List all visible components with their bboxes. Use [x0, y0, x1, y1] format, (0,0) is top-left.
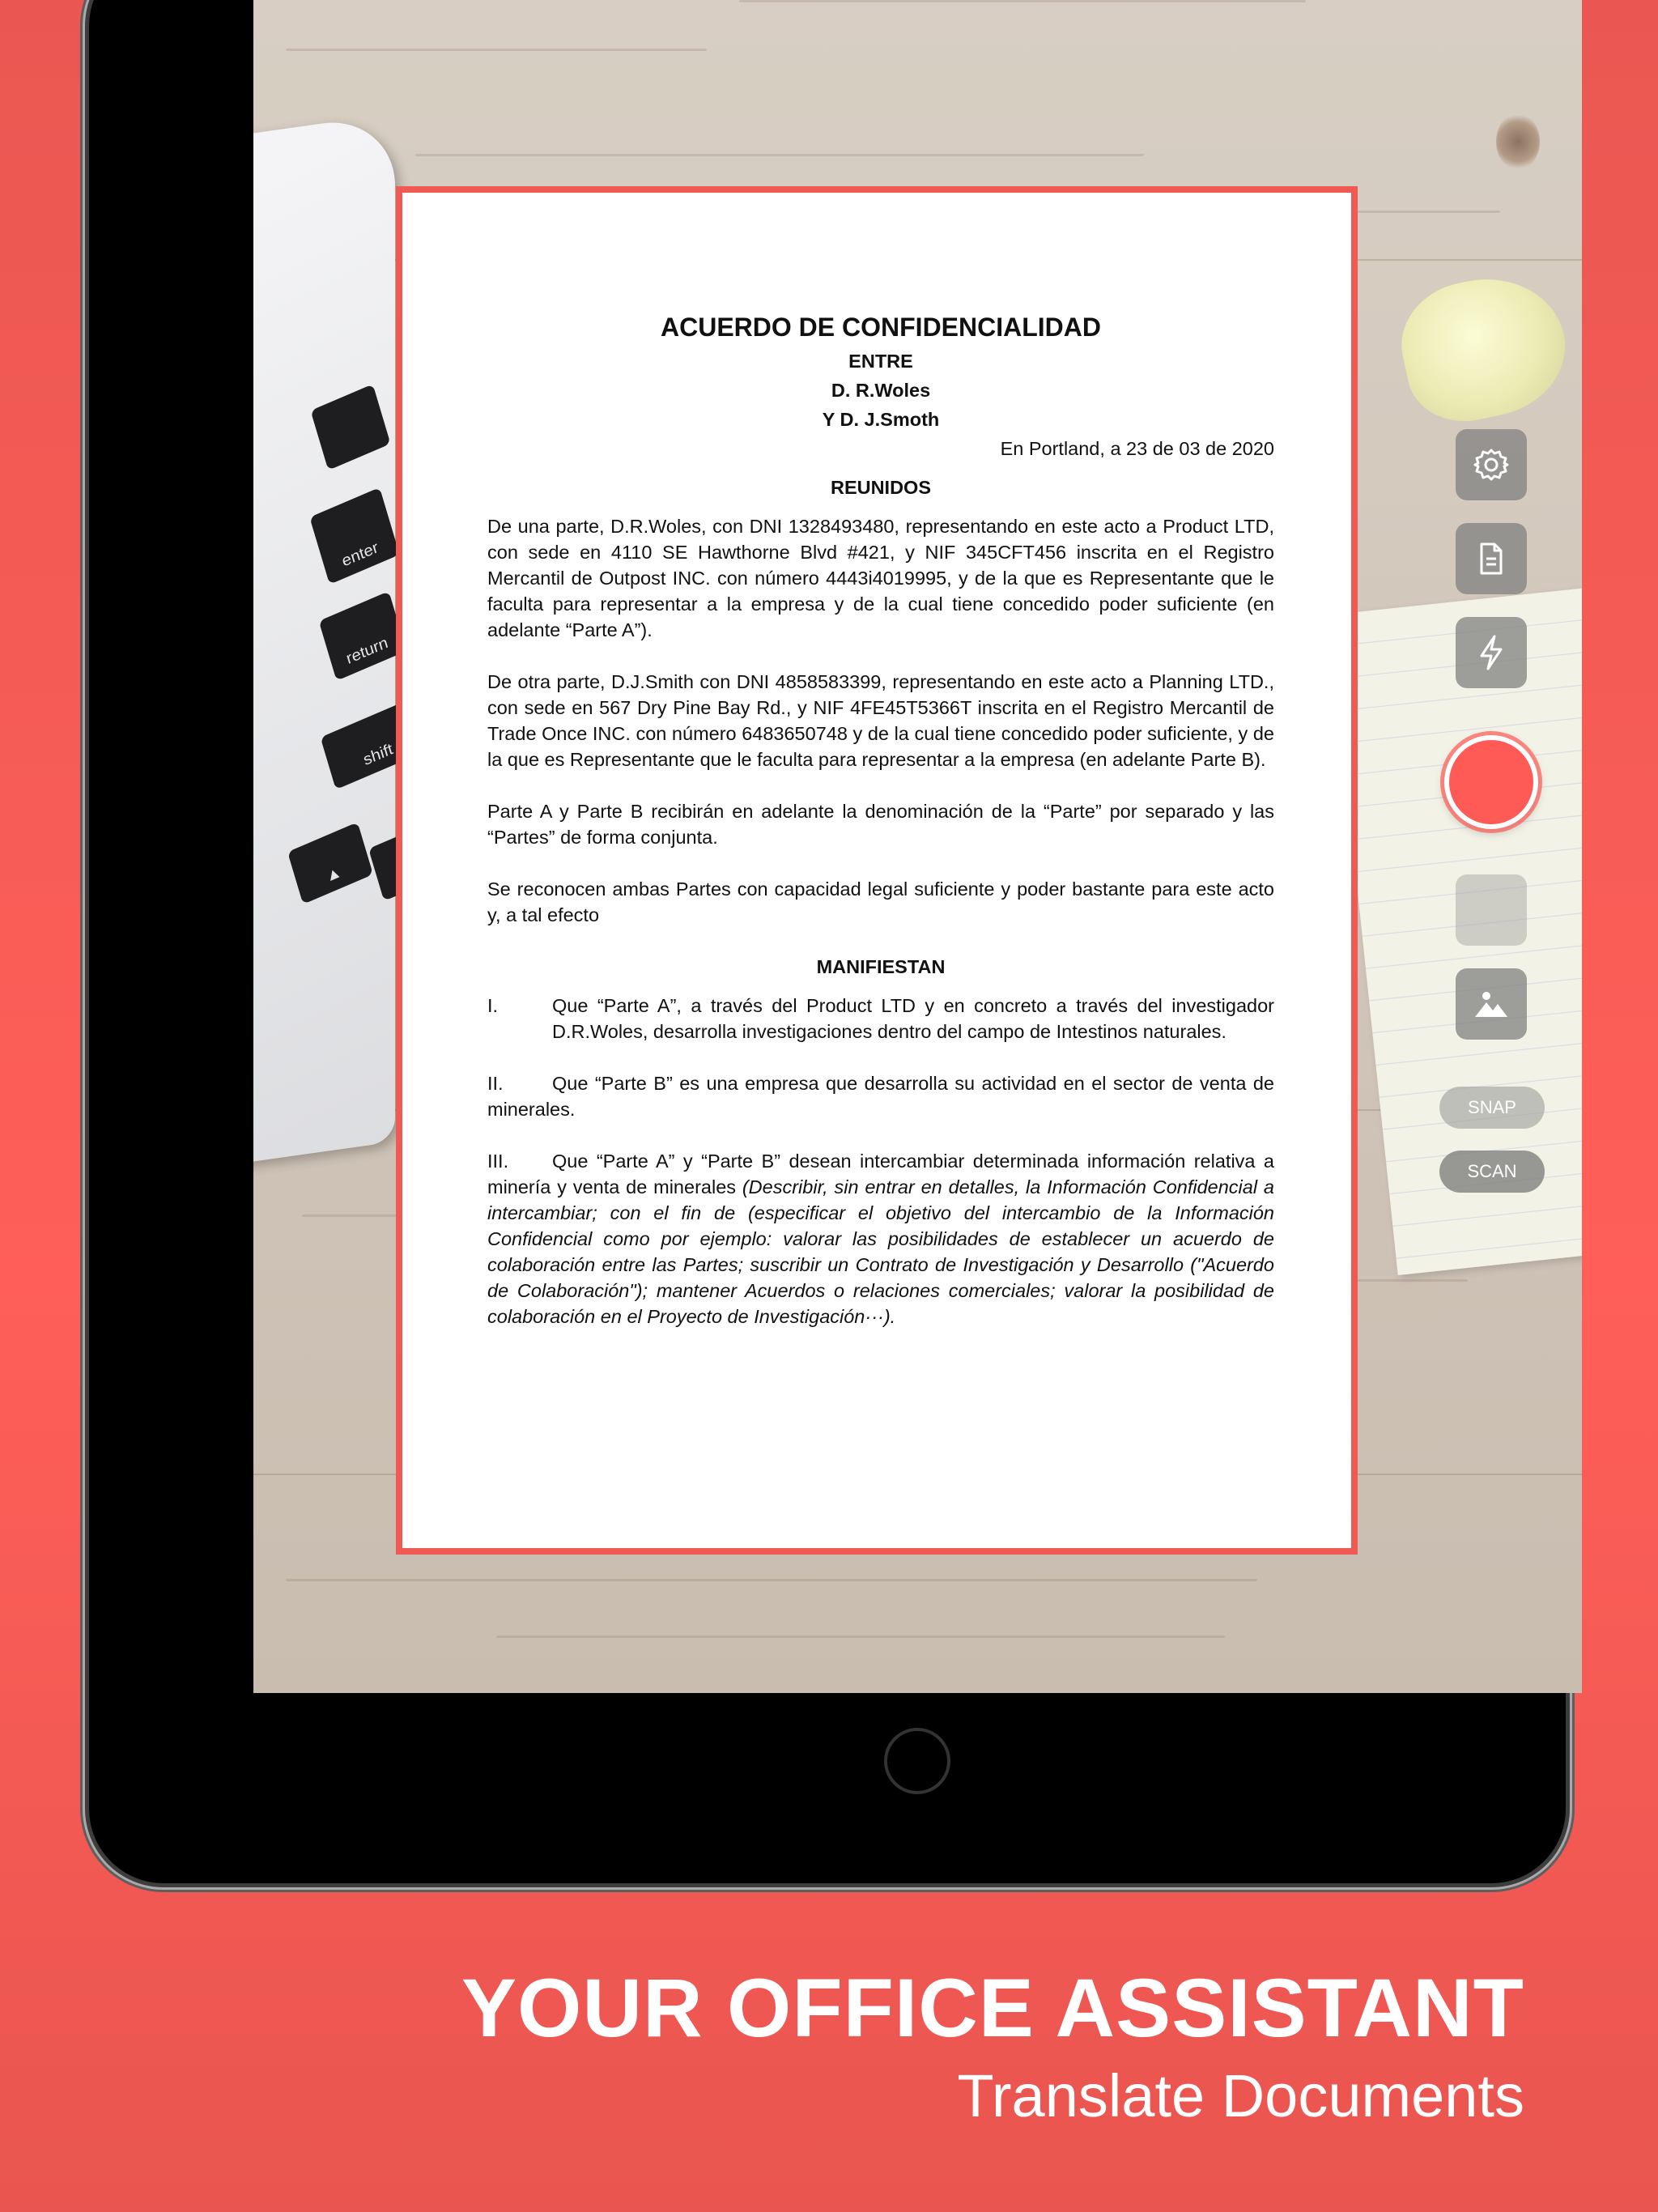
shutter-button[interactable] — [1444, 735, 1538, 829]
document-icon — [1472, 539, 1511, 578]
item-text: Que “Parte A” y “Parte B” desean intercambiar determinada información relativa a minería y venta de minerales — [487, 1151, 1274, 1197]
camera-screen — [253, 0, 1582, 1693]
item-text: Que “Parte A”, a través del Product LTD y en concreto a través del investigador D.R.Woles, desarrolla investigaciones dentro del campo de Intestinos naturales. — [552, 995, 1274, 1042]
item-number: III. — [487, 1151, 509, 1172]
tablet-device — [89, 0, 1566, 1883]
gallery-icon — [1472, 985, 1511, 1023]
document-party1: D. R.Woles — [831, 380, 931, 401]
flash-button[interactable] — [1456, 617, 1527, 688]
document-between: ENTRE — [848, 351, 913, 372]
item-italic-text: (Describir, sin entrar en detalles, la Información Confidencial a intercambiar; con el fin de (especificar el objetivo del intercambio de la Información Confidencial como por ejemplo: valorar las posibilidades de establecer un acuerdo de colaboración entre las Partes; suscribir un Contrato de Investigación y Desarrollo ("Acuerdo de Colaboración"); mantener Acuerdos o relaciones comerciales; valorar la posibilidad de colaboración en el Proyecto de Investigación···). — [487, 1176, 1274, 1327]
crumpled-paper — [1391, 264, 1578, 432]
settings-button[interactable] — [1456, 429, 1527, 500]
heading-manifiestan: MANIFIESTAN — [816, 956, 946, 977]
list-item — [487, 993, 1274, 1044]
last-capture-thumbnail[interactable] — [1456, 874, 1527, 946]
paragraph-capacidad: Se reconocen ambas Partes con capacidad legal suficiente y poder bastante para este acto y, a tal efecto — [487, 878, 1274, 925]
gear-icon — [1472, 445, 1511, 484]
scan-mode-label: SCAN — [1467, 1161, 1517, 1181]
paragraph-denominacion: Parte A y Parte B recibirán en adelante la denominación de la “Parte” por separado y las “Partes” de forma conjunta. — [487, 801, 1274, 848]
item-number: I. — [487, 995, 499, 1016]
document-mode-button[interactable] — [1456, 523, 1527, 594]
paragraph-party-b: De otra parte, D.J.Smith con DNI 4858583399, representando en este acto a Planning LTD., con sede en 567 Dry Pine Bay Rd., y NIF 4FE45T5366T inscrita en el Registro Mercantil de Trade Once INC. con número 6483650748 y de la cual tiene concedido poder suficiente, y de la que es Representante que le faculta para representar a la empresa (en adelante Parte B). — [487, 671, 1274, 770]
snap-mode-label: SNAP — [1468, 1097, 1516, 1117]
home-button[interactable] — [884, 1728, 950, 1794]
item-number: II. — [487, 1073, 504, 1094]
document-party2: Y D. J.Smoth — [822, 409, 940, 430]
list-item — [487, 1148, 1274, 1329]
document-title: ACUERDO DE CONFIDENCIALIDAD — [661, 313, 1101, 342]
flash-icon — [1472, 633, 1511, 672]
heading-reunidos: REUNIDOS — [830, 477, 932, 498]
snap-mode-button[interactable] — [1439, 1087, 1545, 1129]
promo-title: YOUR OFFICE ASSISTANT — [461, 1962, 1524, 2054]
scanned-document[interactable] — [396, 186, 1358, 1555]
list-item — [487, 1070, 1274, 1122]
gallery-button[interactable] — [1456, 968, 1527, 1040]
laptop-keyboard: enter return shift ▲ — [253, 113, 395, 1166]
scan-mode-button[interactable] — [1439, 1151, 1545, 1193]
promo-subtitle: Translate Documents — [957, 2062, 1524, 2129]
item-text: Que “Parte B” es una empresa que desarrolla su actividad en el sector de venta de minerales. — [487, 1073, 1274, 1120]
paragraph-party-a: De una parte, D.R.Woles, con DNI 1328493480, representando en este acto a Product LTD, con sede en 4110 SE Hawthorne Blvd #421, y NIF 345CFT456 inscrita en el Registro Mercantil de Outpost INC. con número 4443i4019995, y de la que es Representante que le faculta para representar a la empresa y de la cual tiene concedido poder suficiente (en adelante “Parte A”). — [487, 516, 1274, 640]
document-date: En Portland, a 23 de 03 de 2020 — [1000, 438, 1274, 459]
